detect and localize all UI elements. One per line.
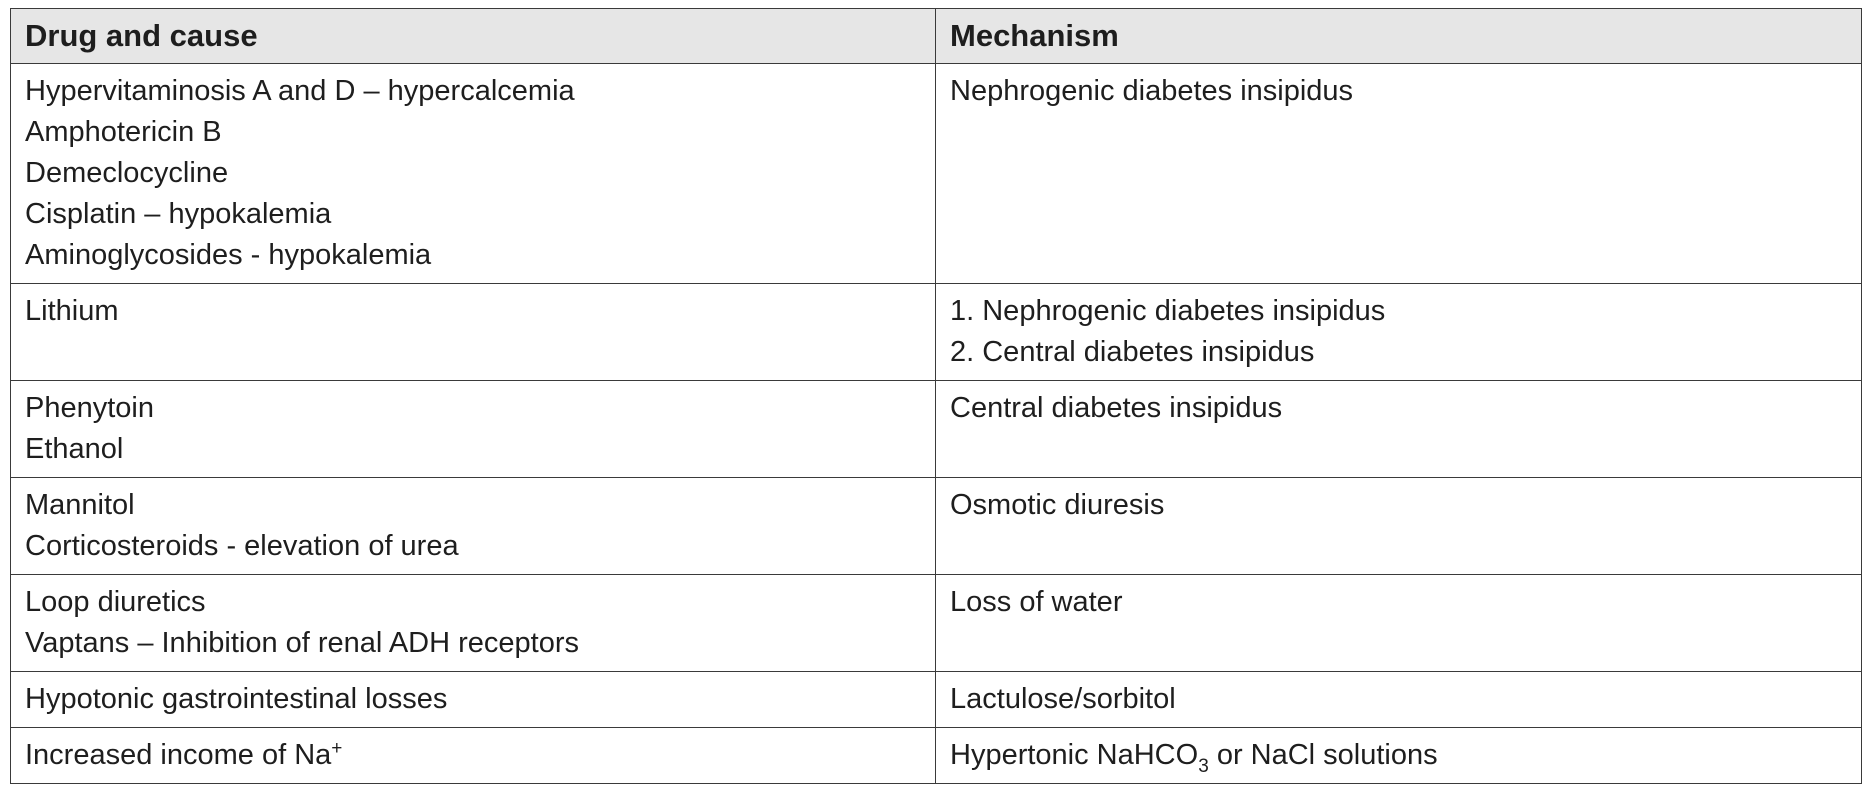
drug-cell <box>11 672 936 728</box>
drug-line <box>25 735 935 776</box>
drug-cell <box>11 284 936 381</box>
drug-line: Corticosteroids - elevation of urea <box>25 530 459 562</box>
drug-mechanism-table <box>10 8 1862 784</box>
drug-line: Vaptans – Inhibition of renal ADH receptors <box>25 627 580 659</box>
drug-cell <box>11 64 936 284</box>
mechanism-cell <box>936 478 1862 575</box>
drug-line: Lithium <box>25 295 119 327</box>
bicarbonate-subscript: 3 <box>1198 756 1209 777</box>
header-drug-and-cause: Drug and cause <box>11 9 936 64</box>
drug-line: Ethanol <box>25 433 124 465</box>
mechanism-line: Central diabetes insipidus <box>950 392 1283 424</box>
header-mechanism: Mechanism <box>936 9 1862 64</box>
table-row <box>11 284 1862 381</box>
drug-line: Hypervitaminosis A and D – hypercalcemia <box>25 75 575 107</box>
sodium-charge-superscript: + <box>331 738 343 759</box>
mechanism-cell <box>936 672 1862 728</box>
drug-cell <box>11 575 936 672</box>
mechanism-cell <box>936 381 1862 478</box>
drug-line: Phenytoin <box>25 392 154 424</box>
drug-line: Aminoglycosides - hypokalemia <box>25 239 432 271</box>
drug-line: Loop diuretics <box>25 586 206 618</box>
header-row <box>11 9 1862 64</box>
drug-text: Increased income of Na <box>25 739 332 771</box>
drug-line: Hypotonic gastrointestinal losses <box>25 683 448 715</box>
drug-line: Demeclocycline <box>25 157 229 189</box>
table-row <box>11 64 1862 284</box>
drug-line: Cisplatin – hypokalemia <box>25 198 332 230</box>
mechanism-line: Loss of water <box>950 586 1123 618</box>
mechanism-cell <box>936 284 1862 381</box>
mechanism-line: Osmotic diuresis <box>950 489 1165 521</box>
drug-cell <box>11 381 936 478</box>
table-row <box>11 478 1862 575</box>
drug-cell <box>11 478 936 575</box>
drug-cell <box>11 728 936 784</box>
table-row <box>11 728 1862 784</box>
table-row <box>11 672 1862 728</box>
mechanism-cell <box>936 64 1862 284</box>
mechanism-line <box>950 735 1861 776</box>
table-row <box>11 575 1862 672</box>
mechanism-line: 2. Central diabetes insipidus <box>950 336 1315 368</box>
mechanism-cell <box>936 728 1862 784</box>
mechanism-cell <box>936 575 1862 672</box>
table-row <box>11 381 1862 478</box>
drug-line: Amphotericin B <box>25 116 222 148</box>
mechanism-prefix: Hypertonic NaHCO <box>950 739 1199 771</box>
drug-line: Mannitol <box>25 489 135 521</box>
mechanism-line: Lactulose/sorbitol <box>950 683 1176 715</box>
mechanism-line: 1. Nephrogenic diabetes insipidus <box>950 295 1386 327</box>
mechanism-suffix: or NaCl solutions <box>1208 739 1438 771</box>
mechanism-line: Nephrogenic diabetes insipidus <box>950 75 1354 107</box>
